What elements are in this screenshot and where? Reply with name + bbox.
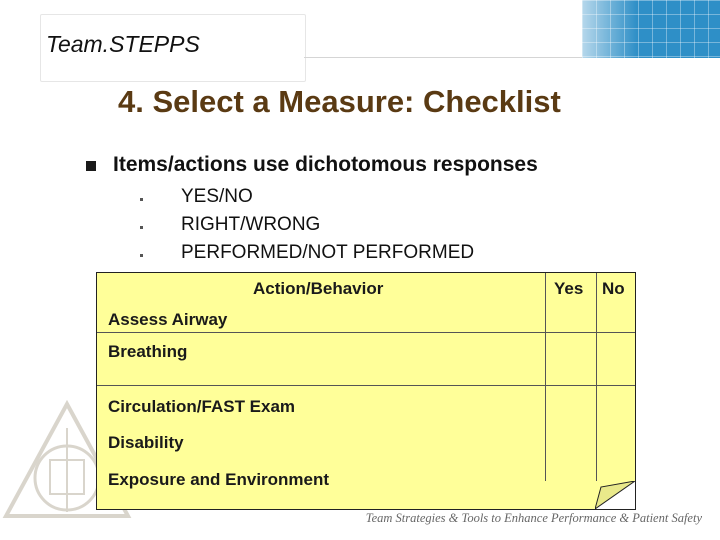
header-yes: Yes	[554, 279, 584, 298]
column-divider	[545, 273, 546, 481]
main-bullet	[86, 153, 538, 177]
checklist-item: Disability	[108, 433, 184, 452]
dot-bullet-icon	[140, 198, 143, 201]
sub-bullet	[140, 239, 474, 267]
header-no: No	[602, 279, 625, 298]
footer-tagline: Team Strategies & Tools to Enhance Performance & Patient Safety	[365, 511, 702, 525]
checklist-item: Exposure and Environment	[108, 470, 330, 489]
logo-text: Team.STEPPS	[46, 31, 200, 57]
grid-decoration-fade	[582, 0, 720, 58]
sub-bullet	[140, 211, 474, 239]
sub-bullet-text: PERFORMED/NOT PERFORMED	[181, 242, 475, 263]
square-bullet-icon	[86, 161, 96, 171]
column-divider	[596, 273, 597, 481]
checklist-item: Circulation/FAST Exam	[108, 397, 296, 416]
dot-bullet-icon	[140, 226, 143, 229]
row-divider	[97, 385, 635, 386]
sub-bullet	[140, 183, 474, 211]
page-curl-icon	[595, 481, 635, 509]
checklist-table	[96, 272, 636, 510]
sub-bullet-text: YES/NO	[181, 186, 253, 207]
sub-bullet-text: RIGHT/WRONG	[181, 214, 321, 235]
checklist-item: Breathing	[108, 342, 188, 361]
checklist-item: Assess Airway	[108, 310, 228, 329]
row-divider	[97, 332, 635, 333]
sub-bullet-list	[140, 183, 474, 267]
main-bullet-text: Items/actions use dichotomous responses	[113, 153, 538, 176]
slide-title: 4. Select a Measure: Checklist	[118, 84, 561, 119]
header-action-behavior: Action/Behavior	[253, 279, 384, 298]
header-divider	[304, 57, 584, 58]
dot-bullet-icon	[140, 254, 143, 257]
